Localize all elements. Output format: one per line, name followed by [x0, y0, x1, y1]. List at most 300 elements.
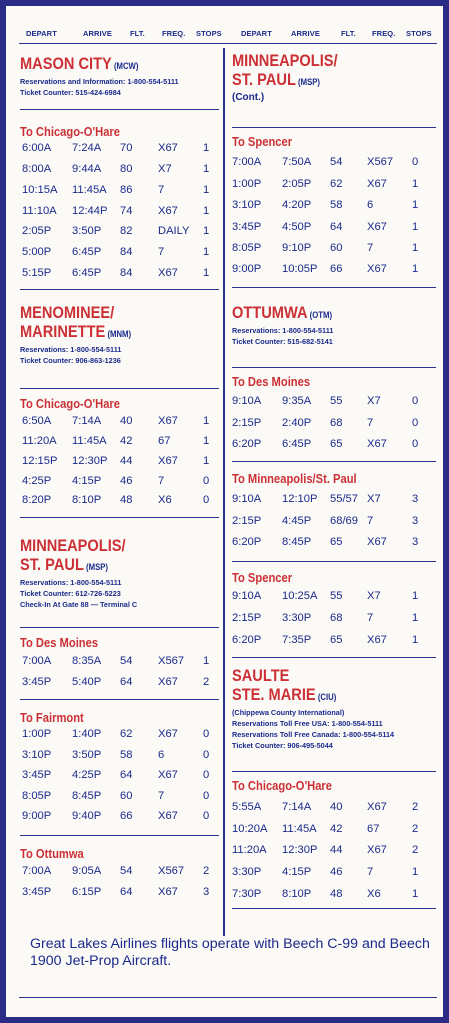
frequency: X567 [367, 156, 394, 168]
destination-heading: To Ottumwa [20, 846, 84, 861]
stops: 1 [412, 634, 419, 646]
frequency: X67 [158, 267, 178, 279]
contact-info: Ticket Counter: 612-726-5223 [20, 589, 121, 598]
city-name [232, 51, 338, 92]
frequency: 7 [158, 246, 165, 258]
depart-time: 11:10A [22, 205, 57, 217]
frequency: X67 [158, 810, 178, 822]
contact-info: Ticket Counter: 515-424-6984 [20, 88, 121, 97]
group-rule [20, 517, 219, 518]
col-depart-label: DEPART [26, 29, 57, 38]
arrive-time: 9:05A [72, 865, 102, 877]
stops: 0 [412, 417, 419, 429]
flight-row [20, 769, 219, 789]
flight-row [232, 242, 436, 262]
destination-heading: To Des Moines [20, 635, 99, 650]
flight-row [232, 178, 436, 198]
col-stops-label: STOPS [406, 29, 432, 38]
flight-number: 68 [330, 612, 343, 624]
group-rule [20, 289, 219, 290]
flight-row [232, 395, 436, 415]
col-freq-label: FREQ. [372, 29, 396, 38]
contact-info: Reservations: 1-800-554-5111 [20, 578, 122, 587]
depart-time: 3:45P [232, 221, 262, 233]
flight-row [232, 888, 436, 908]
arrive-time: 11:45A [282, 823, 317, 835]
stops: 1 [412, 866, 419, 878]
airport-code: (MSP) [83, 562, 108, 572]
flight-number: 54 [120, 865, 133, 877]
city-name-line: MASON CITY [20, 54, 112, 73]
flight-row [232, 263, 436, 283]
flight-row [232, 156, 436, 176]
depart-time: 3:10P [22, 749, 52, 761]
flight-row [232, 634, 436, 654]
contact-info: Check-In At Gate 88 — Terminal C [20, 600, 138, 609]
frequency: 7 [158, 184, 165, 196]
depart-time: 3:45P [22, 676, 52, 688]
depart-time: 3:45P [22, 769, 52, 781]
flight-row [232, 801, 436, 821]
depart-time: 6:20P [232, 536, 262, 548]
frequency: DAILY [158, 225, 190, 237]
col-flight-label: FLT. [341, 29, 356, 38]
flight-row [232, 221, 436, 241]
col-stops-label: STOPS [196, 29, 222, 38]
arrive-time: 6:45P [72, 246, 102, 258]
depart-time: 7:30P [232, 888, 262, 900]
depart-time: 10:15A [22, 184, 58, 196]
flight-row [232, 438, 436, 458]
flight-row [20, 205, 219, 225]
flight-row [232, 844, 436, 864]
flight-row [20, 655, 219, 675]
flight-row [232, 536, 436, 556]
depart-time: 11:20A [232, 844, 267, 856]
contact-info: Reservations: 1-800-554-5111 [232, 326, 334, 335]
group-rule [232, 461, 436, 462]
frequency: 7 [367, 242, 374, 254]
arrive-time: 12:44P [72, 205, 108, 217]
flight-number: 68/69 [330, 515, 358, 527]
airport-code: (MNM) [105, 329, 132, 339]
frequency: X7 [367, 590, 381, 602]
flight-row [20, 415, 219, 435]
depart-time: 8:20P [22, 494, 52, 506]
col-arrive-label: ARRIVE [83, 29, 112, 38]
stops: 0 [203, 790, 210, 802]
depart-time: 7:00A [232, 156, 262, 168]
contact-info: Ticket Counter: 515-682-5141 [232, 337, 333, 346]
frequency: X7 [158, 163, 172, 175]
stops: 1 [203, 267, 210, 279]
stops: 0 [203, 494, 210, 506]
flight-row [20, 749, 219, 769]
flight-number: 84 [120, 246, 133, 258]
city-name-line: STE. MARIE [232, 685, 316, 704]
flight-row [20, 886, 219, 906]
depart-time: 6:00A [22, 142, 52, 154]
city-name-line: ST. PAUL [20, 555, 84, 574]
depart-time: 7:00A [22, 655, 52, 667]
stops: 1 [203, 455, 210, 467]
section-rule [232, 771, 436, 772]
group-rule [20, 835, 219, 836]
destination-heading: To Chicago-O'Hare [20, 396, 120, 411]
flight-row [20, 676, 219, 696]
stops: 0 [412, 156, 419, 168]
group-rule [232, 561, 436, 562]
flight-number: 44 [330, 844, 343, 856]
depart-time: 8:05P [232, 242, 262, 254]
frequency: X67 [158, 676, 178, 688]
flight-row [232, 493, 436, 513]
flight-row [232, 199, 436, 219]
flight-row [20, 728, 219, 748]
stops: 1 [203, 246, 210, 258]
depart-time: 9:00P [22, 810, 52, 822]
stops: 1 [412, 178, 419, 190]
arrive-time: 4:45P [282, 515, 312, 527]
flight-number: 54 [120, 655, 133, 667]
arrive-time: 4:20P [282, 199, 312, 211]
city-name [232, 303, 332, 325]
stops: 0 [412, 438, 419, 450]
frequency: X6 [158, 494, 172, 506]
bottom-rule [19, 997, 437, 998]
frequency: 67 [367, 823, 380, 835]
flight-number: 84 [120, 267, 133, 279]
arrive-time: 5:40P [72, 676, 102, 688]
city-name [20, 54, 138, 76]
flight-row [232, 612, 436, 632]
header-rule [19, 43, 437, 44]
footer-note: Great Lakes Airlines flights operate with Beech C-99 and Beech 1900 Jet-Prop Aircraft. [30, 936, 430, 969]
airport-code: (OTM) [307, 310, 333, 320]
stops: 1 [412, 612, 419, 624]
flight-row [232, 866, 436, 886]
flight-number: 55 [330, 590, 343, 602]
flight-number: 58 [330, 199, 343, 211]
flight-row [20, 163, 219, 183]
stops: 2 [412, 823, 419, 835]
frequency: X67 [367, 438, 387, 450]
arrive-time: 8:35A [72, 655, 102, 667]
arrive-time: 9:44A [72, 163, 102, 175]
flight-number: 64 [330, 221, 343, 233]
frequency: 67 [158, 435, 171, 447]
depart-time: 3:45P [22, 886, 52, 898]
arrive-time: 7:50A [282, 156, 312, 168]
arrive-time: 12:10P [282, 493, 318, 505]
depart-time: 7:00A [22, 865, 52, 877]
airport-code: (MCW) [111, 61, 139, 71]
continued-label: (Cont.) [232, 92, 265, 103]
city-name [20, 536, 126, 577]
city-name-line: OTTUMWA [232, 303, 308, 322]
frequency: X67 [158, 205, 178, 217]
frequency: X67 [158, 769, 178, 781]
flight-row [232, 417, 436, 437]
frequency: X567 [158, 655, 185, 667]
flight-number: 48 [120, 494, 133, 506]
flight-row [20, 246, 219, 266]
stops: 2 [412, 844, 419, 856]
stops: 0 [412, 395, 419, 407]
flight-number: 60 [120, 790, 133, 802]
frequency: X567 [158, 865, 185, 877]
frequency: 7 [367, 417, 374, 429]
stops: 1 [412, 199, 419, 211]
flight-row [20, 865, 219, 885]
frequency: X67 [367, 178, 387, 190]
stops: 1 [412, 242, 419, 254]
arrive-time: 3:50P [72, 749, 102, 761]
flight-number: 42 [120, 435, 133, 447]
arrive-time: 10:25A [282, 590, 318, 602]
flight-row [20, 225, 219, 245]
depart-time: 11:20A [22, 435, 57, 447]
stops: 1 [412, 263, 419, 275]
destination-heading: To Des Moines [232, 374, 311, 389]
flight-row [20, 810, 219, 830]
flight-number: 44 [120, 455, 133, 467]
stops: 2 [203, 676, 210, 688]
flight-number: 58 [120, 749, 133, 761]
depart-time: 9:10A [232, 590, 262, 602]
flight-number: 64 [120, 886, 133, 898]
depart-time: 12:15P [22, 455, 58, 467]
arrive-time: 4:50P [282, 221, 312, 233]
depart-time: 6:50A [22, 415, 52, 427]
timetable-page [6, 6, 443, 1017]
flight-row [20, 435, 219, 455]
airport-code: (MSP) [295, 77, 320, 87]
frequency: X67 [367, 536, 387, 548]
stops: 2 [203, 865, 210, 877]
depart-time: 2:15P [232, 417, 262, 429]
stops: 0 [203, 475, 210, 487]
arrive-time: 12:30P [282, 844, 318, 856]
destination-heading: To Chicago-O'Hare [232, 778, 332, 793]
arrive-time: 1:40P [72, 728, 102, 740]
stops: 1 [203, 205, 210, 217]
frequency: 7 [158, 475, 165, 487]
col-depart-label: DEPART [241, 29, 272, 38]
stops: 0 [203, 810, 210, 822]
depart-time: 1:00P [22, 728, 52, 740]
flight-row [232, 590, 436, 610]
frequency: 7 [158, 790, 165, 802]
flight-row [20, 455, 219, 475]
destination-heading: To Spencer [232, 570, 293, 585]
frequency: X67 [367, 634, 387, 646]
frequency: 6 [158, 749, 165, 761]
stops: 1 [412, 590, 419, 602]
arrive-time: 7:35P [282, 634, 312, 646]
flight-number: 40 [120, 415, 133, 427]
depart-time: 10:20A [232, 823, 268, 835]
flight-number: 68 [330, 417, 343, 429]
col-arrive-label: ARRIVE [291, 29, 320, 38]
frequency: X67 [367, 801, 387, 813]
flight-number: 74 [120, 205, 133, 217]
city-name-line: SAULTE [232, 666, 290, 685]
stops: 1 [203, 163, 210, 175]
frequency: 7 [367, 866, 374, 878]
contact-info: Reservations Toll Free USA: 1-800-554-5111 [232, 719, 383, 728]
contact-info: Ticket Counter: 906-863-1236 [20, 356, 121, 365]
stops: 2 [412, 801, 419, 813]
arrive-time: 12:30P [72, 455, 108, 467]
city-name-line: ST. PAUL [232, 70, 296, 89]
frequency: X67 [158, 728, 178, 740]
stops: 1 [203, 415, 210, 427]
destination-heading: To Chicago-O'Hare [20, 124, 120, 139]
stops: 3 [203, 886, 210, 898]
depart-time: 1:00P [232, 178, 262, 190]
arrive-time: 6:45P [282, 438, 312, 450]
stops: 3 [412, 493, 419, 505]
depart-time: 5:55A [232, 801, 262, 813]
arrive-time: 3:50P [72, 225, 102, 237]
col-flight-label: FLT. [130, 29, 145, 38]
stops: 0 [203, 728, 210, 740]
city-name [20, 303, 131, 344]
arrive-time: 6:15P [72, 886, 102, 898]
depart-time: 2:15P [232, 515, 262, 527]
city-name-line: MARINETTE [20, 322, 106, 341]
depart-time: 3:10P [232, 199, 262, 211]
flight-number: 65 [330, 438, 343, 450]
flight-number: 66 [120, 810, 133, 822]
frequency: 6 [367, 199, 374, 211]
flight-number: 65 [330, 536, 343, 548]
city-name [232, 666, 336, 707]
frequency: 7 [367, 515, 374, 527]
arrive-time: 9:40P [72, 810, 102, 822]
flight-number: 86 [120, 184, 133, 196]
flight-number: 64 [120, 676, 133, 688]
stops: 1 [203, 435, 210, 447]
flight-number: 62 [120, 728, 133, 740]
column-divider [223, 48, 225, 936]
frequency: X7 [367, 395, 381, 407]
depart-time: 2:15P [232, 612, 262, 624]
depart-time: 5:15P [22, 267, 52, 279]
depart-time: 8:05P [22, 790, 52, 802]
group-rule [232, 908, 436, 909]
city-name-line: MINNEAPOLIS/ [20, 536, 126, 555]
depart-time: 4:25P [22, 475, 52, 487]
frequency: X67 [367, 844, 387, 856]
depart-time: 6:20P [232, 634, 262, 646]
depart-time: 8:00A [22, 163, 52, 175]
arrive-time: 4:25P [72, 769, 102, 781]
arrive-time: 10:05P [282, 263, 318, 275]
flight-row [20, 142, 219, 162]
contact-info: (Chippewa County International) [232, 708, 345, 717]
depart-time: 9:10A [232, 493, 262, 505]
stops: 1 [412, 221, 419, 233]
frequency: X7 [367, 493, 381, 505]
flight-row [20, 475, 219, 495]
flight-number: 65 [330, 634, 343, 646]
flight-row [20, 184, 219, 204]
frequency: X67 [158, 415, 178, 427]
arrive-time: 7:14A [72, 415, 102, 427]
flight-number: 46 [120, 475, 133, 487]
destination-heading: To Minneapolis/St. Paul [232, 471, 357, 486]
frequency: X67 [158, 886, 178, 898]
frequency: 7 [367, 612, 374, 624]
stops: 1 [203, 655, 210, 667]
flight-number: 46 [330, 866, 343, 878]
flight-row [20, 267, 219, 287]
arrive-time: 4:15P [282, 866, 312, 878]
contact-info: Reservations and Information: 1-800-554-5111 [20, 77, 179, 86]
contact-info: Reservations Toll Free Canada: 1-800-554-5114 [232, 730, 395, 739]
arrive-time: 8:10P [282, 888, 312, 900]
city-name-line: MINNEAPOLIS/ [232, 51, 338, 70]
frequency: X67 [367, 263, 387, 275]
depart-time: 6:20P [232, 438, 262, 450]
section-rule [232, 127, 436, 128]
city-name-line: MENOMINEE/ [20, 303, 115, 322]
flight-number: 55 [330, 395, 343, 407]
frequency: X67 [367, 221, 387, 233]
depart-time: 3:30P [232, 866, 262, 878]
destination-heading: To Spencer [232, 134, 293, 149]
group-rule [20, 699, 219, 700]
stops: 3 [412, 536, 419, 548]
arrive-time: 6:45P [72, 267, 102, 279]
flight-number: 64 [120, 769, 133, 781]
depart-time: 9:00P [232, 263, 262, 275]
arrive-time: 9:10P [282, 242, 312, 254]
flight-number: 60 [330, 242, 343, 254]
arrive-time: 4:15P [72, 475, 102, 487]
section-rule [20, 388, 219, 389]
arrive-time: 11:45A [72, 184, 107, 196]
arrive-time: 2:40P [282, 417, 312, 429]
arrive-time: 2:05P [282, 178, 312, 190]
section-rule [20, 627, 219, 628]
arrive-time: 7:14A [282, 801, 312, 813]
col-freq-label: FREQ. [162, 29, 186, 38]
flight-number: 55/57 [330, 493, 358, 505]
depart-time: 5:00P [22, 246, 52, 258]
arrive-time: 7:24A [72, 142, 102, 154]
flight-row [232, 823, 436, 843]
flight-number: 82 [120, 225, 133, 237]
depart-time: 9:10A [232, 395, 262, 407]
airport-code: (CIU) [315, 692, 337, 702]
stops: 1 [203, 225, 210, 237]
frequency: X6 [367, 888, 381, 900]
arrive-time: 8:45P [282, 536, 312, 548]
section-rule [20, 109, 219, 110]
flight-number: 70 [120, 142, 133, 154]
stops: 1 [412, 888, 419, 900]
arrive-time: 3:30P [282, 612, 312, 624]
flight-number: 62 [330, 178, 343, 190]
contact-info: Reservations: 1-800-554-5111 [20, 345, 122, 354]
group-rule [232, 287, 436, 288]
stops: 3 [412, 515, 419, 527]
arrive-time: 8:10P [72, 494, 102, 506]
flight-number: 40 [330, 801, 343, 813]
